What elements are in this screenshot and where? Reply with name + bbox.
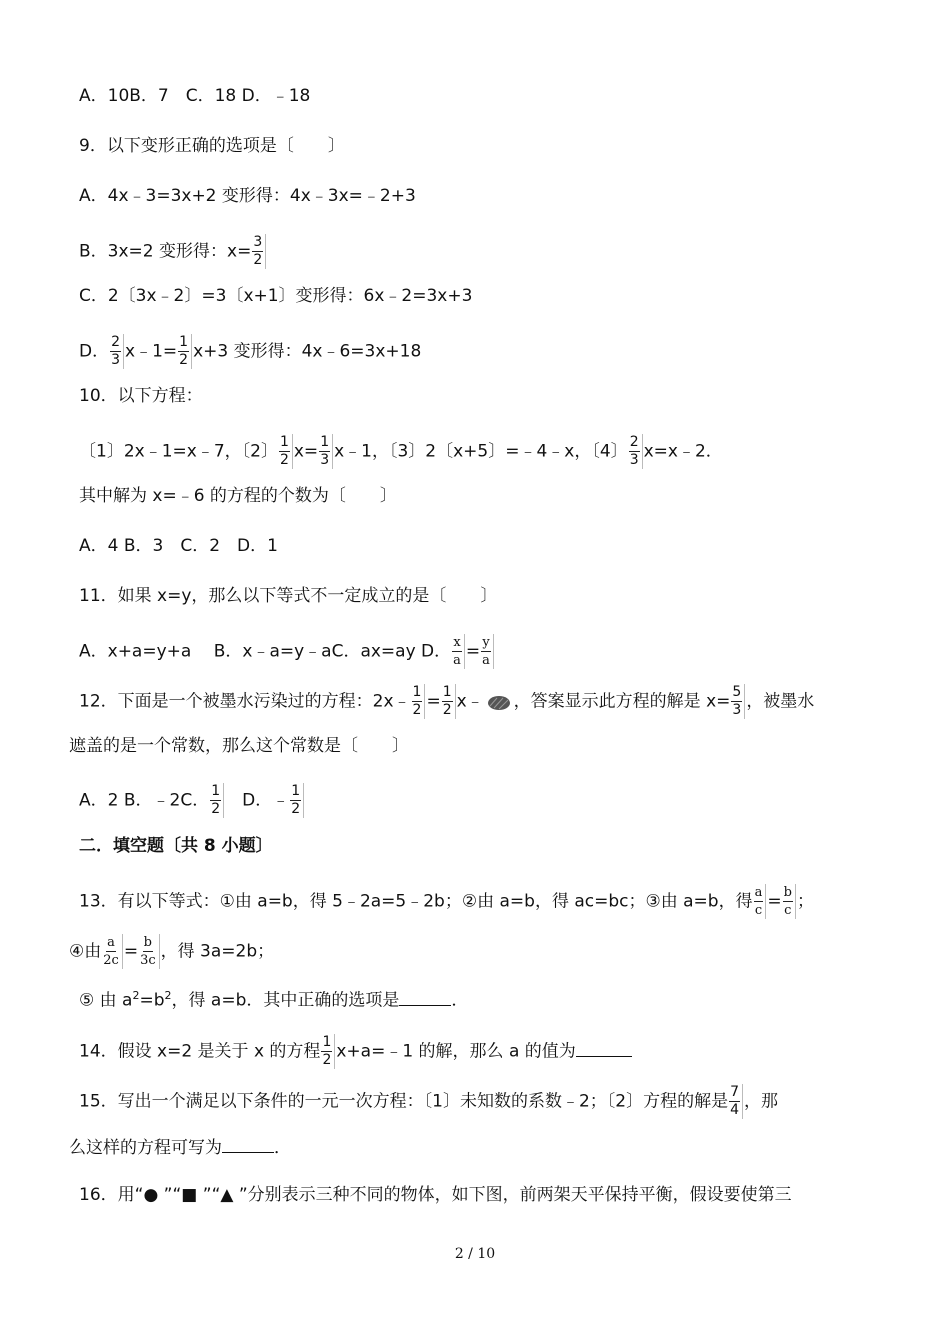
numerator: b <box>143 935 152 950</box>
fraction-2-3 <box>629 434 643 469</box>
q12-part1: 12．下面是一个被墨水污染过的方程：2x﹣ <box>79 691 411 712</box>
q10-question: 其中解为 x=﹣6 的方程的个数为〔 〕 <box>79 486 397 506</box>
numerator: 3 <box>253 234 263 250</box>
denominator: 4 <box>730 1102 739 1118</box>
numerator: 1 <box>322 1034 332 1050</box>
fraction-1-2 <box>178 334 192 369</box>
q13-part2: ； <box>796 891 814 912</box>
numerator: a <box>754 885 763 900</box>
q15-stem <box>79 1084 778 1119</box>
fraction-1-2 <box>290 783 304 818</box>
numerator: b <box>783 885 792 900</box>
q13-l3-pre: ⑤ 由 a <box>79 990 133 1011</box>
q13-l3-post: ，得 a=b．其中正确的选项是 <box>171 990 400 1011</box>
numerator: 1 <box>179 334 189 350</box>
denominator: a <box>482 653 490 668</box>
q11-options-text: A．x+a=y+a B．x﹣a=y﹣aC．ax=ay D． <box>79 641 452 662</box>
numerator: 7 <box>730 1084 739 1100</box>
numerator: a <box>107 935 115 950</box>
fraction-b-c <box>783 884 796 919</box>
fraction-3-2 <box>252 234 266 269</box>
q16-stem: 16．用“● ”“■ ”“▲ ”分别表示三种不同的物体，如下图，前两架天平保持平衡，假设要使第三 <box>79 1185 792 1205</box>
fraction-a-2c <box>102 934 123 969</box>
numerator: 1 <box>412 684 422 700</box>
answer-blank[interactable] <box>399 987 451 1006</box>
denominator: 3c <box>140 953 156 968</box>
q12-options-text: A．2 B．﹣2C． <box>79 790 210 811</box>
q10-options: A．4 B．3 C．2 D．1 <box>79 536 278 556</box>
denominator: 2 <box>322 1052 332 1068</box>
fraction-7-4 <box>729 1084 743 1119</box>
q15-line2 <box>69 1134 291 1160</box>
superscript: 2 <box>164 989 172 1002</box>
q12-options <box>79 783 305 818</box>
q13-line2 <box>69 934 274 969</box>
q13-line3 <box>79 984 468 1013</box>
q11-stem: 11．如果 x=y，那么以下等式不一定成立的是〔 〕 <box>79 586 498 606</box>
denominator: c <box>754 903 763 918</box>
fraction-2-3 <box>110 334 124 369</box>
denominator: c <box>784 903 792 918</box>
equals: = <box>465 641 481 662</box>
q14-stem <box>79 1034 632 1069</box>
q10-eq-part1: 〔1〕2x﹣1=x﹣7，〔2〕 <box>79 441 278 462</box>
numerator: x <box>453 635 461 650</box>
denominator: 3 <box>629 452 639 468</box>
q11-options <box>79 634 495 669</box>
q9-option-c: C．2〔3x﹣2〕=3〔x+1〕变形得：6x﹣2=3x+3 <box>79 286 473 306</box>
section-heading: 二．填空题〔共 8 小题〕 <box>79 836 273 856</box>
denominator: 2 <box>279 452 289 468</box>
q10-eq-part3: x﹣1，〔3〕2〔x+5〕=﹣4﹣x，〔4〕 <box>334 441 628 462</box>
denominator: a <box>453 653 461 668</box>
answer-blank[interactable] <box>222 1134 274 1153</box>
q9-d-label: D． <box>79 341 110 362</box>
numerator: 1 <box>442 684 452 700</box>
q9-b-text: B．3x=2 变形得：x= <box>79 241 252 262</box>
fraction-1-2 <box>412 684 426 719</box>
numerator: 1 <box>320 434 330 450</box>
q12-part4: ，答案显示此方程的解是 x= <box>513 691 731 712</box>
denominator: 3 <box>320 452 330 468</box>
q15-end: ． <box>274 1138 291 1158</box>
q8-options: A．10B．7 C．18 D．﹣18 <box>79 86 311 106</box>
q13-l2-post: ，得 3a=2b； <box>160 941 275 962</box>
equals: = <box>123 941 139 962</box>
q9-option-d <box>79 334 421 369</box>
q9-d-post: x+3 变形得：4x﹣6=3x+18 <box>193 341 422 362</box>
q13-stem <box>79 884 814 919</box>
fraction-1-2 <box>210 783 224 818</box>
fraction-y-a <box>481 634 494 669</box>
page-number: 2 / 10 <box>454 1246 496 1262</box>
q12-stem <box>79 684 814 719</box>
q10-stem: 10．以下方程： <box>79 386 203 406</box>
q15-part2: ，那 <box>744 1091 778 1112</box>
q10-eq-part4: x=x﹣2． <box>643 441 723 462</box>
denominator: 2 <box>412 702 422 718</box>
q12-option-d: D．﹣ <box>225 790 290 811</box>
q15-line2-text: 么这样的方程可写为 <box>69 1138 222 1158</box>
fraction-1-2 <box>321 1034 335 1069</box>
q15-part1: 15．写出一个满足以下条件的一元一次方程：〔1〕未知数的系数﹣2；〔2〕方程的解是 <box>79 1091 729 1112</box>
superscript: 2 <box>132 989 140 1002</box>
denominator: 3 <box>732 702 742 718</box>
numerator: 5 <box>732 684 742 700</box>
numerator: 1 <box>291 783 301 799</box>
numerator: 2 <box>629 434 639 450</box>
fraction-b-3c <box>139 934 160 969</box>
q10-equations <box>79 434 723 469</box>
equals: = <box>426 691 441 712</box>
denominator: 2c <box>103 953 119 968</box>
denominator: 2 <box>291 801 301 817</box>
q13-l2-pre: ④由 <box>69 941 102 962</box>
q12-part5: ，被墨水 <box>746 691 815 712</box>
q13-part1: 13．有以下等式：①由 a=b，得 5﹣2a=5﹣2b；②由 a=b，得 ac=bc；③由 a=b，得 <box>79 891 753 912</box>
numerator: y <box>482 635 490 650</box>
numerator: 1 <box>279 434 289 450</box>
fraction-1-3 <box>319 434 333 469</box>
numerator: 2 <box>111 334 121 350</box>
q12-part3: x﹣ <box>456 691 484 712</box>
q13-l3-end: ． <box>451 990 469 1011</box>
equals: = <box>767 891 782 912</box>
q13-l3-mid: =b <box>139 990 165 1011</box>
numerator: 1 <box>211 783 221 799</box>
q9-option-a: A．4x﹣3=3x+2 变形得：4x﹣3x=﹣2+3 <box>79 186 416 206</box>
denominator: 2 <box>253 252 263 268</box>
q10-eq-part2: x= <box>293 441 319 462</box>
q12-line2: 遮盖的是一个常数，那么这个常数是〔 〕 <box>69 736 409 756</box>
fraction-a-c <box>754 884 767 919</box>
q9-option-b <box>79 234 267 269</box>
denominator: 2 <box>211 801 221 817</box>
denominator: 2 <box>442 702 452 718</box>
q9-stem: 9．以下变形正确的选项是〔 〕 <box>79 136 345 156</box>
fraction-1-2 <box>279 434 293 469</box>
denominator: 3 <box>111 352 121 368</box>
q14-post: x+a=﹣1 的解，那么 a 的值为 <box>336 1041 576 1062</box>
denominator: 2 <box>179 352 189 368</box>
fraction-1-2 <box>442 684 456 719</box>
q9-d-mid: x﹣1= <box>125 341 178 362</box>
q14-pre: 14．假设 x=2 是关于 x 的方程 <box>79 1041 321 1062</box>
answer-blank[interactable] <box>576 1038 632 1057</box>
fraction-5-3 <box>731 684 745 719</box>
fraction-x-a <box>452 634 465 669</box>
ink-blot-icon <box>487 694 511 710</box>
